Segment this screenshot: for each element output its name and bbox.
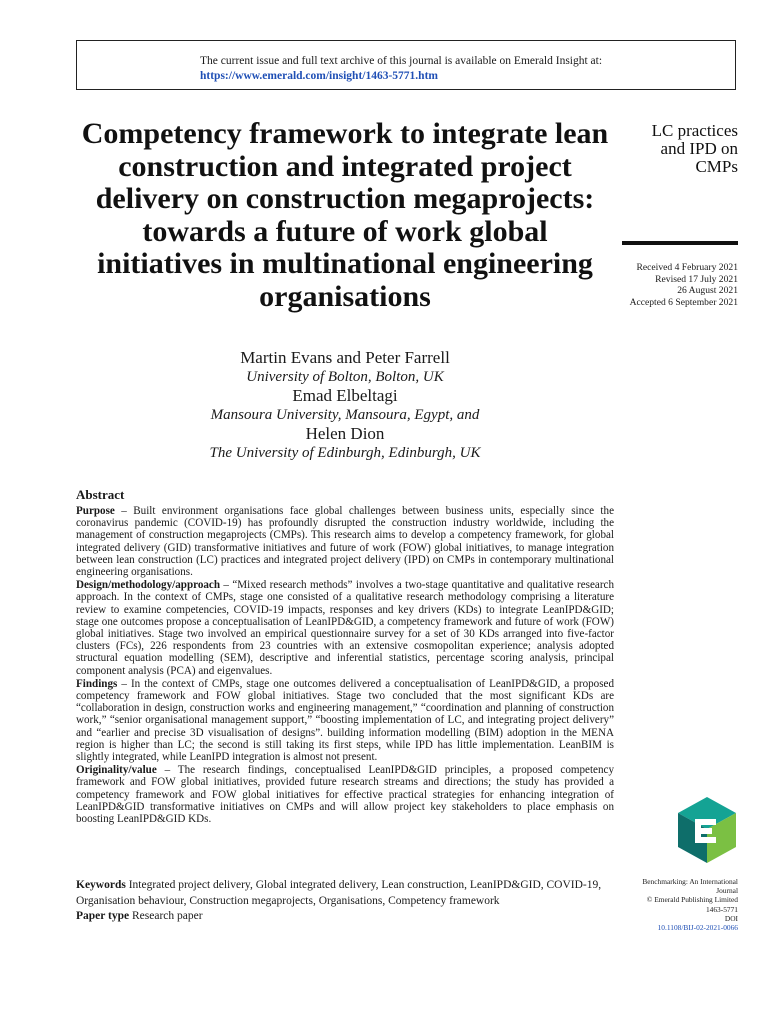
author-name: Martin Evans and Peter Farrell bbox=[240, 348, 450, 367]
abstract-originality bbox=[76, 764, 614, 825]
abstract-heading: Abstract bbox=[76, 487, 125, 502]
date-received: Received 4 February 2021 bbox=[636, 262, 738, 273]
keywords-block bbox=[76, 878, 614, 925]
keywords-label: Keywords bbox=[76, 879, 126, 891]
paper-type bbox=[76, 909, 614, 925]
section-label: Purpose bbox=[76, 505, 115, 517]
author-name: Helen Dion bbox=[305, 424, 385, 443]
author-affiliation: University of Bolton, Bolton, UK bbox=[246, 369, 444, 385]
section-text: – “Mixed research methods” involves a two-stage quantitative and qualitative research approach. In the context of CMPs, stage one consisted of a qualitative research methodology comprising a literature review to examine competencies, COVID-19 impacts, responses and key drivers (KDs) to integrate LeanIPD&GID; stage one outcomes propose a conceptualisation of LeanIPD&GID, a competency framework and future of work (FOW) global initiatives. Stage two involved an empirical questionnaire survey for a set of 30 KDs arranged into five-factor clusters (FCs), 226 respondents from 23 countries with an extensive cosmopolitan experience; analysis adopted structural equation modelling (SEM), descriptive and inferential statistics, percentage scoring analysis, principal component analysis (PCA) and eigenvalues. bbox=[76, 579, 614, 677]
journal-name-cont: Journal bbox=[716, 886, 738, 896]
section-text: – The research findings, conceptualised LeanIPD&GID principles, a proposed competency framework and FOW global initiatives, provided future research streams and directions; the study has provided a competency framework and FOW global initiatives for effective practical strategies for enhancing integration of LeanIPD&GID transformative initiatives on CMPs and will allow project key stakeholders to place emphasis on boosting LeanIPD&GID KDs. bbox=[76, 764, 614, 826]
running-head-line: LC practices bbox=[651, 121, 738, 140]
running-head-line: and IPD on bbox=[660, 139, 738, 158]
section-text: – Built environment organisations face global challenges between business units, especially since the coronavirus pandemic (COVID-19) has profoundly disrupted the construction industry worldwide, including the management of construction megaprojects (CMPs). This research aims to develop a competency framework, for global integrated delivery (GID) transformative initiatives and future of work (FOW) global initiatives, to manage integration between lean construction (LC) practices and integrated project delivery (IPD) on CMPs in contemporary multinational engineering organisations. bbox=[76, 505, 614, 579]
journal-name: Benchmarking: An International bbox=[642, 877, 738, 886]
publication-info bbox=[588, 877, 738, 932]
divider-rule bbox=[622, 241, 738, 245]
paper-type-label: Paper type bbox=[76, 910, 130, 922]
abstract-findings bbox=[76, 678, 614, 763]
section-label: Findings bbox=[76, 677, 118, 690]
journal-url-link[interactable]: https://www.emerald.com/insight/1463-5771.htm bbox=[200, 70, 438, 82]
author-affiliation: Mansoura University, Mansoura, Egypt, and bbox=[210, 407, 480, 423]
emerald-logo-icon bbox=[676, 795, 738, 865]
author-name: Emad Elbeltagi bbox=[292, 386, 398, 405]
date-revised: 26 August 2021 bbox=[677, 285, 738, 296]
running-head-line: CMPs bbox=[695, 157, 738, 176]
doi-line bbox=[588, 914, 738, 932]
issn: 1463-5771 bbox=[705, 904, 738, 914]
journal-notice-box bbox=[76, 40, 736, 90]
author-block bbox=[78, 348, 612, 462]
abstract-body bbox=[76, 505, 614, 826]
date-revised: Revised 17 July 2021 bbox=[655, 273, 738, 285]
running-head bbox=[588, 122, 738, 176]
keywords bbox=[76, 878, 614, 909]
section-label: Design/methodology/approach bbox=[76, 579, 221, 592]
paper-title: Competency framework to integrate lean construction and integrated project delivery on construction megaprojects: towards a future of work global initiatives in multinational engineering organisations bbox=[81, 117, 609, 313]
submission-dates bbox=[588, 262, 738, 308]
doi-link[interactable]: 10.1108/BIJ-02-2021-0066 bbox=[657, 923, 738, 933]
author-affiliation: The University of Edinburgh, Edinburgh, UK bbox=[209, 445, 481, 461]
notice-text: The current issue and full text archive of this journal is available on Emerald Insight at: bbox=[200, 55, 603, 67]
abstract-purpose bbox=[76, 505, 614, 578]
copyright-line: © Emerald Publishing Limited bbox=[646, 895, 738, 905]
keywords-text: Integrated project delivery, Global integrated delivery, Lean construction, LeanIPD&GID, COVID-19, Organisation behaviour, Construction megaprojects, Organisations, Competency framework bbox=[76, 879, 602, 907]
date-accepted: Accepted 6 September 2021 bbox=[629, 296, 738, 308]
abstract-design bbox=[76, 579, 614, 677]
paper-type-text: Research paper bbox=[129, 910, 203, 922]
section-label: Originality/value bbox=[76, 764, 157, 777]
doi-label: DOI bbox=[724, 913, 738, 923]
section-text: – In the context of CMPs, stage one outcomes delivered a conceptualisation of LeanIPD&GID, a proposed competency framework and FOW global initiatives. Stage two concluded that the most significant KDs are “collaboration in design, construction works and engineering management,” “coordination and planning of construction work,” “senior organisational management support,” “boosting implementation of LC, and integrating project delivery” and “earlier and precise 3D visualisation of designs”. building information modelling (BIM) adoption in the MENA region is higher than LC; the second is still taking its first steps, while IPD has little implementation. LeanBIM is slightly integrated, while LeanIPD integration is almost not present. bbox=[76, 677, 614, 764]
